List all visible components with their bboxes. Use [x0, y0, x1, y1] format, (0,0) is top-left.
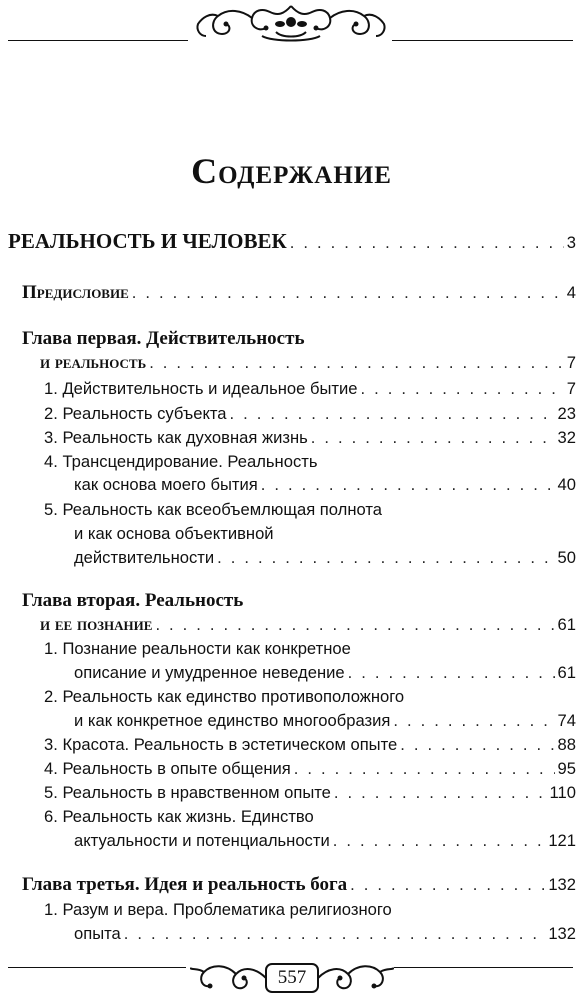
toc-entry-2-1-line1: 1. Познание реальности как конкретное [44, 639, 351, 658]
toc-leader-dots [261, 472, 555, 497]
toc-entry-2-6-line1: 6. Реальность как жизнь. Единство [44, 807, 314, 826]
toc-entry-text: как основа моего бытия [74, 475, 258, 494]
toc-page-number: 3 [566, 233, 576, 252]
toc-entry-text: 3. Красота. Реальность в эстетическом опыте [44, 735, 398, 754]
toc-entry-chapter-1 [40, 350, 576, 375]
toc-leader-dots [132, 280, 564, 305]
header-ornament-icon [192, 2, 390, 46]
toc-entry-1-2 [44, 401, 576, 426]
header-rule-left [8, 40, 188, 41]
toc-leader-dots [393, 708, 554, 733]
toc-entry-preface [22, 280, 576, 305]
toc-entry-chapter-3 [22, 872, 576, 897]
toc-page-number: 61 [557, 615, 576, 634]
toc-leader-dots [217, 545, 554, 570]
toc-page-number: 132 [548, 875, 576, 894]
toc-leader-dots [290, 230, 564, 255]
toc-entry-1-5-line1: 5. Реальность как всеобъемлющая полнота [44, 500, 382, 519]
toc-leader-dots [294, 756, 555, 781]
toc-entry-1-1 [44, 376, 576, 401]
toc-leader-dots [350, 872, 545, 897]
toc-entry-2-6 [74, 828, 576, 853]
toc-entry-2-5 [44, 780, 576, 805]
toc-leader-dots [334, 780, 547, 805]
toc-entry-2-4 [44, 756, 576, 781]
toc-entry-text: Глава третья. Идея и реальность бога [22, 874, 348, 895]
toc-entry-2-3 [44, 732, 576, 757]
toc-entry-text: описание и умудренное неведение [74, 663, 345, 682]
toc-page-number: 110 [549, 783, 576, 802]
toc-entry-2-1 [74, 660, 576, 685]
toc-leader-dots [361, 376, 564, 401]
toc-page-number: 7 [566, 379, 576, 398]
page-number: 557 [277, 967, 307, 988]
toc-entry-text: и ее познание [40, 614, 153, 635]
toc-page-number: 132 [548, 924, 576, 943]
toc-entry-3-1 [74, 921, 576, 946]
toc-page-number: 23 [557, 404, 576, 423]
toc-entry-1-4-line1: 4. Трансцендирование. Реальность [44, 452, 318, 471]
toc-entry-text: Предисловие [22, 282, 129, 303]
toc-entry-2-2 [74, 708, 576, 733]
toc-page-number: 40 [557, 475, 576, 494]
toc-chapter-2-heading: Глава вторая. Реальность [22, 590, 244, 611]
toc-entry-text: актуальности и потенциальности [74, 831, 330, 850]
toc-entry-1-5 [74, 545, 576, 570]
toc-entry-2-2-line1: 2. Реальность как единство противоположного [44, 687, 405, 706]
toc-entry-3-1-line1: 1. Разум и вера. Проблематика религиозного [44, 900, 392, 919]
toc-page-number: 88 [557, 735, 576, 754]
toc-page-number: 95 [557, 759, 576, 778]
toc-entry-text: 5. Реальность в нравственном опыте [44, 783, 331, 802]
toc-entry-1-5-line2: и как основа объективной [74, 524, 274, 543]
toc-entry-chapter-2 [40, 612, 576, 637]
toc-entry-text: 3. Реальность как духовная жизнь [44, 428, 308, 447]
toc-entry-1-3 [44, 425, 576, 450]
toc-entry-text: действительности [74, 548, 215, 567]
toc-entry-text: опыта [74, 924, 121, 943]
toc-page-number: 4 [566, 283, 576, 302]
toc-entry-text: 1. Действительность и идеальное бытие [44, 379, 358, 398]
toc-entry-text: и как конкретное единство многообразия [74, 711, 391, 730]
toc-entry-text: и реальность [40, 352, 147, 373]
toc-entry-text: 2. Реальность субъекта [44, 404, 227, 423]
toc-chapter-1-heading: Глава первая. Действительность [22, 328, 305, 349]
toc-leader-dots [311, 425, 555, 450]
toc-page-number: 121 [548, 831, 576, 850]
toc-leader-dots [230, 401, 555, 426]
toc-leader-dots [155, 612, 554, 637]
toc-leader-dots [348, 660, 555, 685]
footer-rule-right [394, 967, 573, 968]
footer-rule-left [8, 967, 186, 968]
toc-entry-part [8, 229, 576, 255]
toc-leader-dots [400, 732, 554, 757]
toc-entry-1-4 [74, 472, 576, 497]
toc-leader-dots [124, 921, 546, 946]
toc-leader-dots [333, 828, 546, 853]
page-title: Содержание [191, 151, 392, 191]
toc-page-number: 61 [557, 663, 576, 682]
header-rule-right [392, 40, 573, 41]
toc-entry-text: РЕАЛЬНОСТЬ И ЧЕЛОВЕК [8, 229, 287, 253]
toc-page-number: 32 [557, 428, 576, 447]
toc-leader-dots [149, 350, 564, 375]
toc-page-number: 74 [557, 711, 576, 730]
toc-page-number: 50 [557, 548, 576, 567]
toc-entry-text: 4. Реальность в опыте общения [44, 759, 291, 778]
toc-page-number: 7 [566, 353, 576, 372]
